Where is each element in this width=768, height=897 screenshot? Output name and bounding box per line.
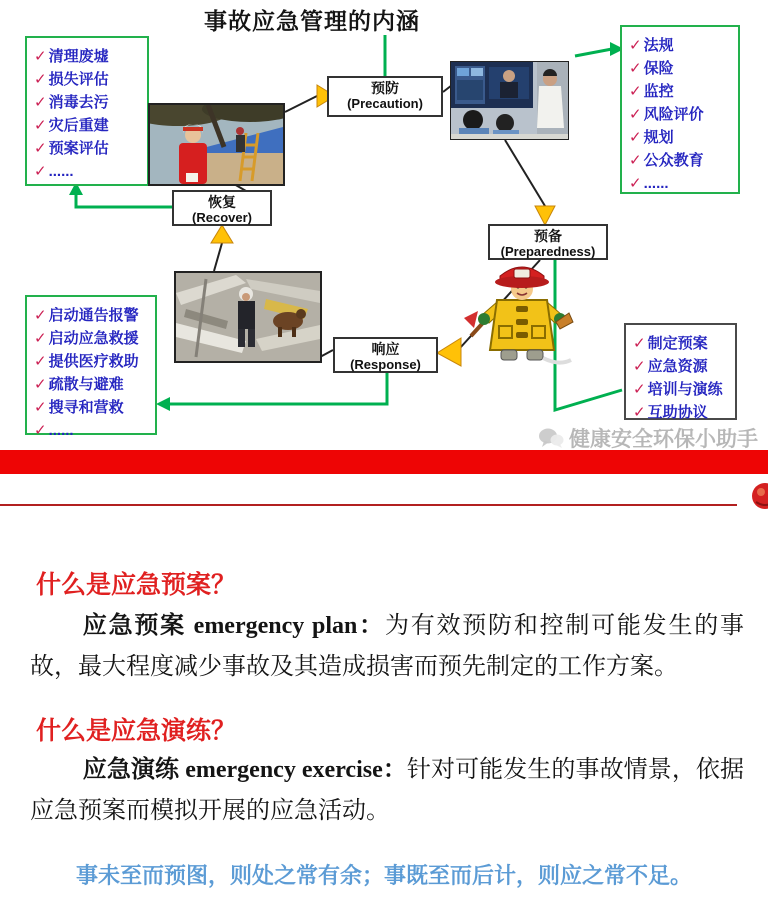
heading-emergency-exercise: 什么是应急演练？	[36, 717, 237, 745]
check-icon: ✓	[34, 353, 47, 370]
check-icon: ✓	[34, 48, 47, 65]
list-item: ✓ 消毒去污	[34, 91, 144, 114]
response-checklist	[25, 295, 157, 439]
check-icon: ✓	[629, 175, 642, 192]
list-item: ✓ 制定预案	[633, 332, 732, 355]
exercise-definition-text: 针对可能发生的事故情景，依据应急预案而模拟开展的应急活动。	[30, 757, 745, 824]
list-item: ✓ 灾后重建	[34, 114, 144, 137]
closing-quote: 事未至而预图，则处之常有余；事既至而后计，则应之常不足。	[75, 863, 692, 888]
list-item: ✓ 损失评估	[34, 68, 144, 91]
check-icon: ✓	[34, 117, 47, 134]
line-photo-recover	[214, 243, 222, 271]
green-line-recover-list	[76, 194, 172, 207]
list-item: ✓ ......	[629, 172, 735, 195]
heading-emergency-plan: 什么是应急预案？	[36, 571, 237, 599]
check-icon: ✓	[629, 106, 642, 123]
list-item: ✓ 清理废墟	[34, 45, 144, 68]
recovery-photo	[148, 103, 285, 186]
node-recover: 恢复 (Recover)	[172, 190, 272, 226]
red-emblem-icon	[748, 482, 768, 514]
green-line-to-precaution-list	[575, 49, 612, 56]
watermark-text: 健康安全环保小助手	[569, 428, 758, 451]
list-item: ✓ ......	[34, 419, 152, 442]
response-rubble-photo	[174, 271, 322, 363]
list-item: ✓ 培训与演练	[633, 378, 732, 401]
recover-checklist	[25, 36, 149, 186]
thin-red-rule	[0, 504, 737, 506]
list-item: ✓ 保险	[629, 57, 735, 80]
yellow-arrow-into-response-icon	[437, 338, 461, 366]
check-icon: ✓	[629, 37, 642, 54]
list-item: ✓ 疏散与避难	[34, 373, 152, 396]
node-precaution: 预防 (Precaution)	[327, 76, 443, 117]
check-icon: ✓	[629, 60, 642, 77]
check-icon: ✓	[633, 381, 646, 398]
check-icon: ✓	[34, 163, 47, 180]
list-item: ✓ 监控	[629, 80, 735, 103]
exercise-term: 应急演练 emergency exercise：	[82, 757, 407, 783]
list-item: ✓ 互助协议	[633, 401, 732, 424]
list-item: ✓ 法规	[629, 34, 735, 57]
list-item: ✓ 启动通告报警	[34, 304, 152, 327]
list-item: ✓ 预案评估	[34, 137, 144, 160]
list-item: ✓ 启动应急救援	[34, 327, 152, 350]
watermark	[538, 423, 758, 453]
yellow-arrow-into-preparedness-icon	[535, 206, 555, 225]
check-icon: ✓	[34, 422, 47, 439]
red-divider-band	[0, 450, 768, 474]
check-icon: ✓	[633, 404, 646, 421]
preparedness-checklist	[624, 323, 737, 420]
plan-definition-text: 为有效预防和控制可能发生的事故，最大程度减少事故及其造成损害而预先制定的工作方案。	[30, 613, 745, 680]
diagram-title: 事故应急管理的内涵	[204, 8, 420, 34]
check-icon: ✓	[34, 330, 47, 347]
precaution-checklist	[620, 25, 740, 194]
green-arrow-left-icon	[156, 397, 170, 411]
check-icon: ✓	[34, 71, 47, 88]
node-response: 响应 (Response)	[333, 337, 438, 373]
line-photo-preparedness	[505, 140, 545, 206]
check-icon: ✓	[629, 129, 642, 146]
list-item: ✓ 提供医疗救助	[34, 350, 152, 373]
list-item: ✓ 应急资源	[633, 355, 732, 378]
check-icon: ✓	[629, 152, 642, 169]
green-line-response-list	[170, 373, 387, 404]
check-icon: ✓	[34, 399, 47, 416]
firefighter-cartoon	[463, 256, 581, 370]
list-item: ✓ 搜寻和营救	[34, 396, 152, 419]
precaution-meeting-photo	[450, 61, 569, 140]
hose-rope	[543, 358, 571, 363]
plan-term: 应急预案 emergency plan：	[82, 613, 385, 639]
yellow-arrow-into-recover-icon	[211, 225, 233, 243]
check-icon: ✓	[34, 94, 47, 111]
check-icon: ✓	[34, 307, 47, 324]
emergency-plan-definition	[30, 606, 744, 688]
list-item: ✓ 公众教育	[629, 149, 735, 172]
list-item: ✓ ......	[34, 160, 144, 183]
check-icon: ✓	[629, 83, 642, 100]
check-icon: ✓	[633, 335, 646, 352]
wechat-bubbles-icon	[538, 427, 564, 449]
check-icon: ✓	[633, 358, 646, 375]
check-icon: ✓	[34, 376, 47, 393]
line-photo-precaution	[285, 96, 317, 112]
emergency-exercise-definition	[30, 750, 744, 832]
node-preparedness: 预备 (Preparedness)	[488, 224, 608, 260]
list-item: ✓ 规划	[629, 126, 735, 149]
check-icon: ✓	[34, 140, 47, 157]
axe-head	[464, 311, 478, 328]
list-item: ✓ 风险评价	[629, 103, 735, 126]
